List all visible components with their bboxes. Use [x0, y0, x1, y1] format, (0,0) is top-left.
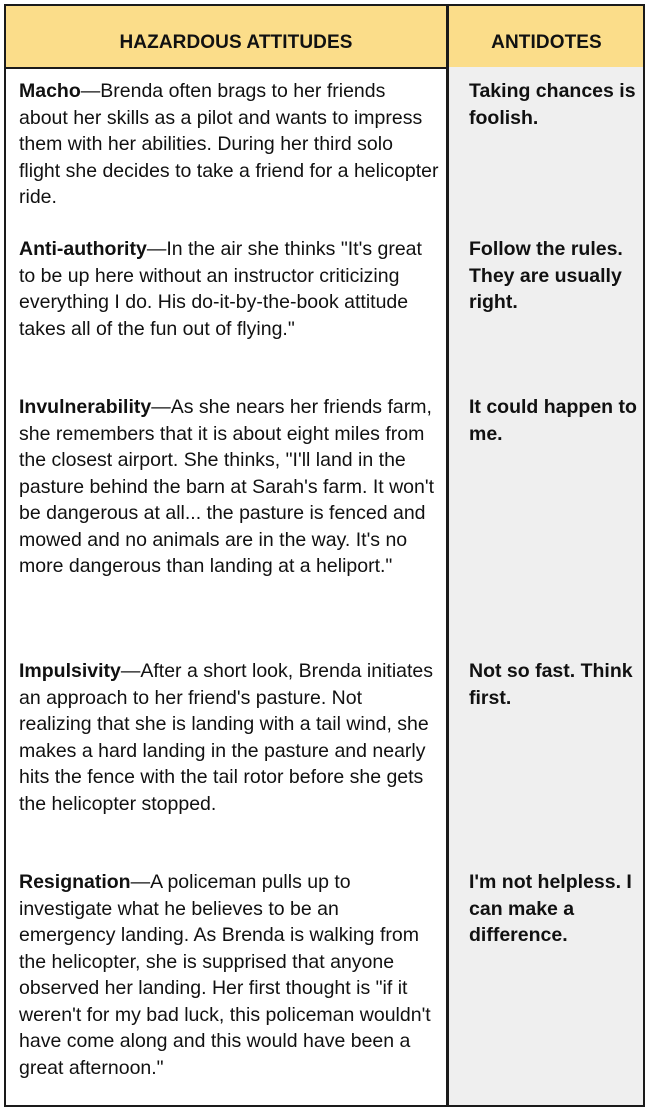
scenario-text: —A policeman pulls up to investigate what he believes to be an emergency landing. As Brenda is walking from the helicopter, she is supprised that anyone observed her landing. Her first thought is "if it weren't for my bad luck, this policeman wouldn't have come along and this would have been a great afternoon."	[19, 871, 431, 1079]
hazardous-attitudes-table	[4, 4, 645, 1107]
attitude-label: Invulnerability	[19, 396, 152, 418]
table-row-anti-authority-scenario	[19, 236, 439, 342]
header-hazardous-attitudes: HAZARDOUS ATTITUDES	[119, 32, 353, 53]
scenario-text: —In the air she thinks "It's great to be up here without an instructor criticizing everything I do. His do-it-by-the-book attitude takes all of the fun out of flying."	[19, 238, 422, 340]
table-row-resignation-scenario	[19, 869, 439, 1081]
antidote-macho: Taking chances is foolish.	[469, 80, 636, 129]
scenario-text: —After a short look, Brenda initiates an approach to her friend's pasture. Not realizing that she is landing with a tail wind, she makes a hard landing in the pasture and nearly hits the fence with the tail rotor before she gets the helicopter stopped.	[19, 660, 434, 815]
antidote-resignation: I'm not helpless. I can make a difference.	[469, 871, 632, 946]
attitude-label: Resignation	[19, 871, 131, 893]
antidote-anti-authority: Follow the rules. They are usually right.	[469, 238, 623, 313]
table-row-impulsivity-scenario	[19, 658, 439, 817]
antidote-impulsivity: Not so fast. Think first.	[469, 660, 633, 709]
antidote-column-background	[449, 67, 643, 1105]
table-row-macho-scenario	[19, 78, 439, 211]
attitude-label: Anti-authority	[19, 238, 147, 260]
scenario-text: —Brenda often brags to her friends about her skills as a pilot and wants to impress them with her abilities. During her third solo flight she decides to take a friend for a helicopter ride.	[19, 80, 439, 208]
attitude-label: Impulsivity	[19, 660, 121, 682]
table-header	[6, 6, 643, 69]
header-antidotes: ANTIDOTES	[491, 32, 602, 53]
attitude-label: Macho	[19, 80, 81, 102]
scenario-text: —As she nears her friends farm, she remembers that it is about eight miles from the closest airport. She thinks, "I'll land in the pasture behind the barn at Sarah's farm. It won't be dangerous at all... the pasture is fenced and mowed and no animals are in the way. It's no more dangerous than landing at a heliport."	[19, 396, 435, 577]
antidote-invulnerability: It could happen to me.	[469, 396, 637, 445]
table-row-invulnerability-scenario	[19, 394, 439, 580]
column-divider	[446, 6, 449, 1105]
